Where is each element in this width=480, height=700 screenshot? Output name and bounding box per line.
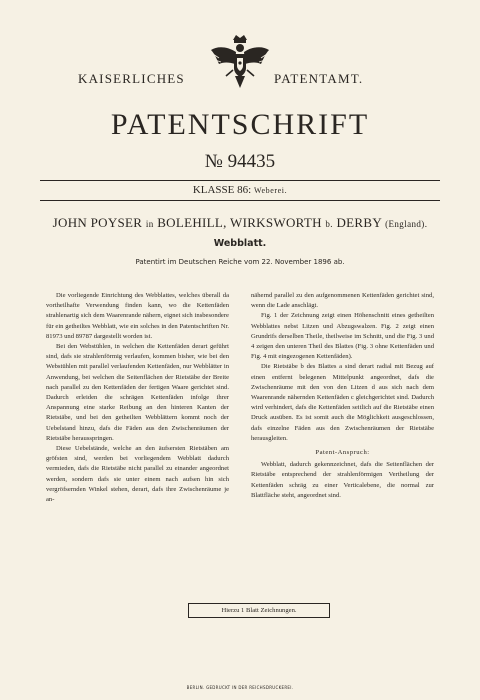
invention-title: Webblatt. xyxy=(213,238,267,249)
inventor-country: (England). xyxy=(385,219,428,229)
paragraph: Die Rietstäbe b des Blattes a sind derart radial mit Bezug auf einen entfernt belegenen Mittelpunkt angeordnet, dafs die Zwischenräume mit den von den Litzen d aus sich nach dem Waarenrande nähernden Kettenfäden c gleichgerichtet sind. Dadurch wird verhindert, dafs die Kettenfäden seitlich auf die Rietstäbe einen Druck ausüben. Es ist somit auch die Möglichkeit ausgeschlossen, dafs einzelne Fäden aus den Zwischenräumen der Rietstäbe herausgleiten. xyxy=(251,363,434,442)
paragraph: nähernd parallel zu den aufgenommenen Kettenfäden gerichtet sind, wenn die Lade anschlägt. xyxy=(251,292,434,310)
document-title: PATENTSCHRIFT xyxy=(110,108,370,141)
class-label: KLASSE 86: xyxy=(192,184,252,196)
inventor-in: in xyxy=(145,219,154,229)
header-kaiserliches: KAISERLICHES xyxy=(78,71,185,86)
inventor-place: BOLEHILL, WIRKSWORTH xyxy=(157,215,322,230)
paragraph: Bei den Webstühlen, in welchen die Kettenfäden derart geführt sind, dafs sie strahlenförmig verlaufen, kommen bisher, wie bei den Webstühlen mit parallel verlaufenden Kettenfäden, nur Webblätter in Anwendung, bei welchen die Seitenflächen der Rietstäbe der Breite nach parallel zu den Kettenfäden der fertigen Waare gerichtet sind. Dadurch erleiden die schrägen Kettenfäden infolge ihrer Anspannung eine starke Reibung an den hinteren Kanten der Rietstäbe, und bei den getheilten Webblättern kommt noch der Uebelstand hinzu, dafs die Fäden aus den Zwischenräumen der Rietstäbe herausspringen. xyxy=(46,343,229,442)
divider-top xyxy=(40,180,440,181)
drawings-note: Hierzu 1 Blatt Zeichnungen. xyxy=(188,603,330,618)
body-column-left xyxy=(46,291,229,505)
imperial-eagle-icon xyxy=(209,34,271,92)
class-category: Weberei. xyxy=(253,186,288,195)
patent-class xyxy=(0,184,480,196)
inventor-line xyxy=(0,215,480,231)
claim-text: Webblatt, dadurch gekennzeichnet, dafs die Seitenflächen der Rietstäbe entsprechend der strahlenförmigen Vertheilung der Kettenfäden schräg zu einer Verticalebene, die normal zur Blattfläche steht, angeordnet sind. xyxy=(251,461,434,499)
header-patentamt: PATENTAMT. xyxy=(274,71,364,86)
inventor-city: DERBY xyxy=(336,215,382,230)
body-column-right xyxy=(251,291,434,501)
paragraph: Diese Uebelstände, welche an den äufsersten Rietstäben am gröfsten sind, werden bei vorliegendem Webblatt dadurch vermieden, dafs die Rietstäbe nicht parallel zu einander angeordnet werden, sondern dafs sie unter einem nach aufsen hin sich vergröfsernden Winkel stehen, derart, dafs ihre Zwischenräume je an- xyxy=(46,445,229,504)
inventor-b: b. xyxy=(325,219,333,229)
divider-bottom xyxy=(40,200,440,201)
paragraph: Die vorliegende Einrichtung des Webblattes, welches überall da vortheilhafte Verwendung finden kann, wo die Kettenfäden strahlenartig sich dem Waarenrande nähern, eignet sich insbesondere für ein getheiltes Webblatt, wie ein solches in den Patentschriften Nr. 81973 und 89787 dargestellt worden ist. xyxy=(46,292,229,340)
patent-number: № 94435 xyxy=(204,151,276,172)
inventor-name: JOHN POYSER xyxy=(52,215,143,230)
patent-date-line: Patentirt im Deutschen Reiche vom 22. November 1896 ab. xyxy=(135,258,345,266)
printer-footer: BERLIN. GEDRUCKT IN DER REICHSDRUCKEREI. xyxy=(186,685,294,690)
paragraph: Fig. 1 der Zeichnung zeigt einen Höhenschnitt eines getheilten Webblattes nebst Litzen und Abzugswalzen. Fig. 2 zeigt einen Grundrifs derselben Theile, theilweise im Schnitt, und die Fig. 3 und 4 zeigen den unteren Theil des Blattes (Fig. 3 ohne Kettenfäden und Fig. 4 mit eingezogenen Kettenfäden). xyxy=(251,312,434,361)
claim-heading: Patent-Anspruch: xyxy=(315,449,370,457)
